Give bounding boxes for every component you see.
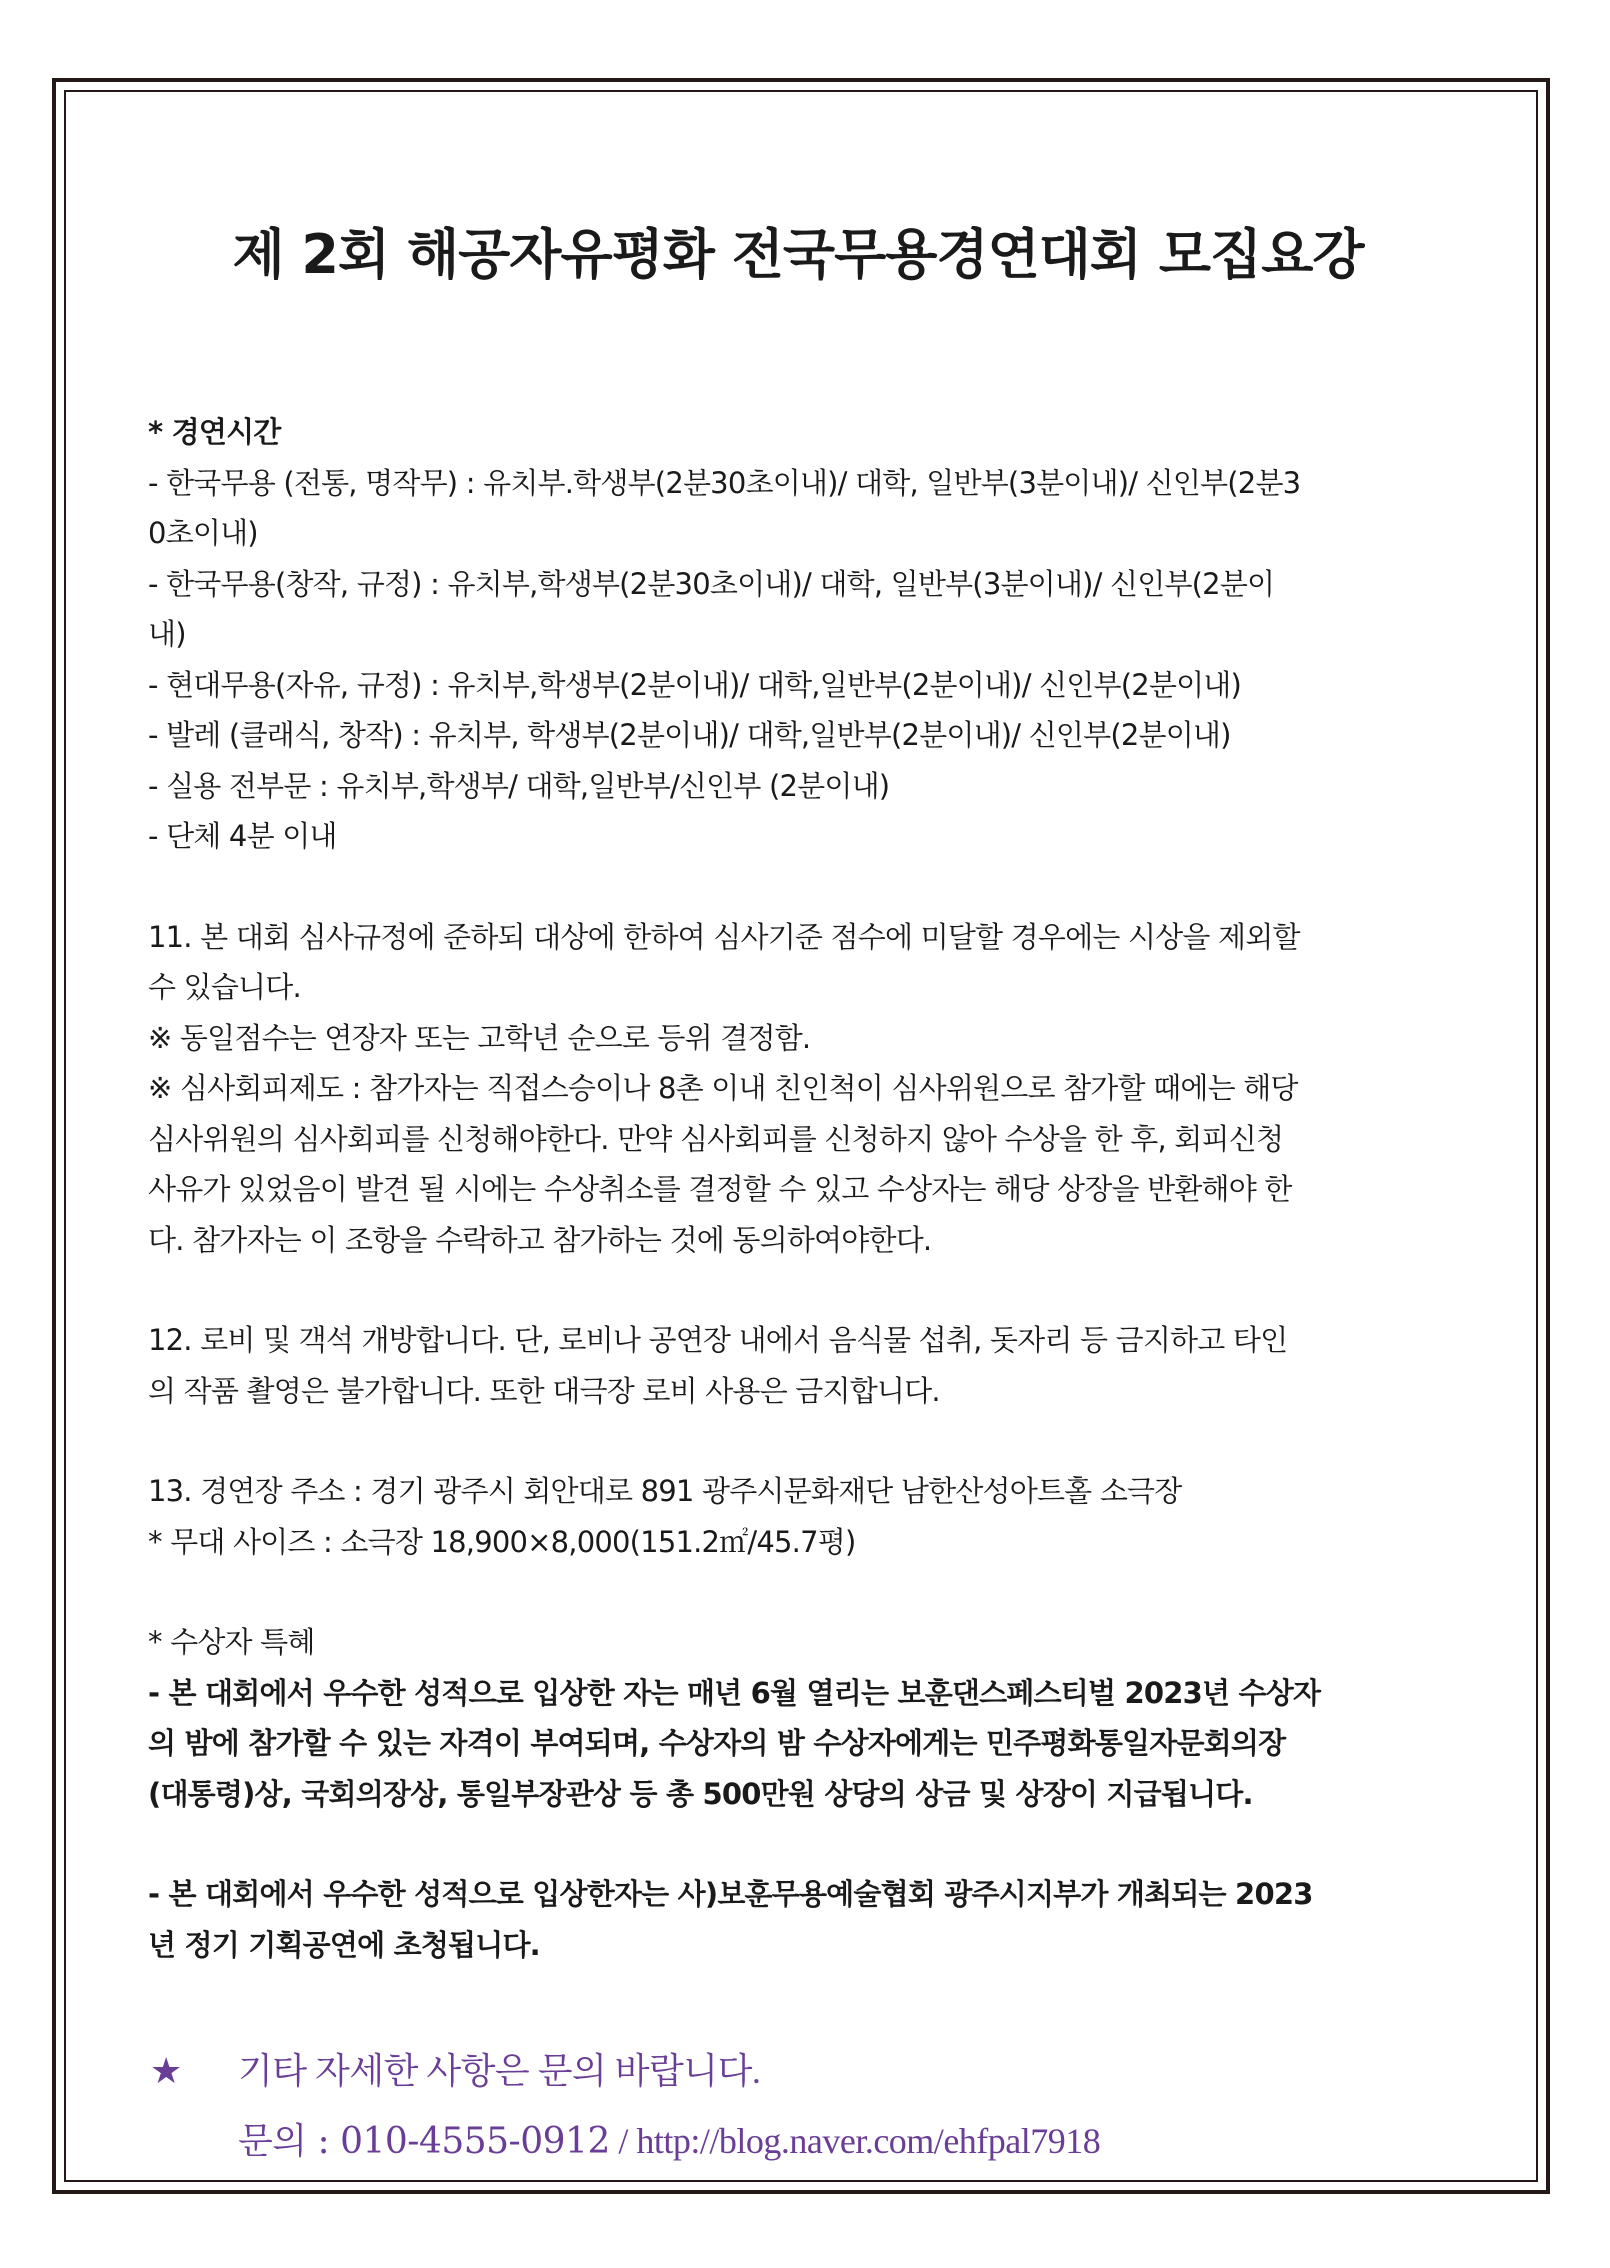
spacer: [148, 1567, 1448, 1617]
text-line: * 무대 사이즈 : 소극장 18,900×8,000(151.2㎡/45.7평): [148, 1524, 856, 1559]
text-line: 내): [148, 617, 186, 651]
section-competition-time-heading: [148, 407, 1448, 458]
text-line: - 본 대회에서 우수한 성적으로 입상한자는 사)보훈무용예술협회 광주시지부가 개최되는 2023: [148, 1877, 1313, 1911]
text-line: - 본 대회에서 우수한 성적으로 입상한 자는 매년 6월 열리는 보훈댄스페스티벌 2023년 수상자: [148, 1675, 1321, 1710]
text-line: - 한국무용 (전통, 명작무) : 유치부.학생부(2분30초이내)/ 대학, 일반부(3분이내)/ 신인부(2분3: [148, 465, 1301, 500]
text-line: 수 있습니다.: [148, 970, 301, 1004]
text-line: 심사위원의 심사회피를 신청해야한다. 만약 심사회피를 신청하지 않아 수상을 한 후, 회피신청: [148, 1121, 1284, 1156]
text-line: 년 정기 기획공연에 초청됩니다.: [148, 1927, 540, 1962]
spacer: [148, 862, 1448, 912]
text-line: - 실용 전부문 : 유치부,학생부/ 대학,일반부/신인부 (2분이내): [148, 768, 890, 803]
text-line: 11. 본 대회 심사규정에 준하되 대상에 한하여 심사기준 점수에 미달할 경우에는 시상을 제외할: [148, 919, 1300, 954]
star-icon: ★: [150, 2051, 182, 2091]
text-line: 0초이내): [148, 516, 258, 550]
text-line: 13. 경연장 주소 : 경기 광주시 회안대로 891 광주시문화재단 남한산성아트홀 소극장: [148, 1474, 1182, 1508]
text-line: - 단체 4분 이내: [148, 819, 337, 853]
section-12-lobby: [148, 1315, 1448, 1416]
section-competition-time: [148, 458, 1448, 862]
text-line: 다. 참가자는 이 조항을 수락하고 참가하는 것에 동의하여야한다.: [148, 1222, 932, 1257]
spacer: [148, 1819, 1448, 1869]
document-title: 제 2회 해공자유평화 전국무용경연대회 모집요강: [232, 223, 1364, 286]
blog-link[interactable]: http://blog.naver.com/ehfpal7918: [636, 2121, 1101, 2161]
inquiry-line: [150, 2036, 1100, 2106]
contact-footer: [150, 2036, 1100, 2177]
text-line: 12. 로비 및 객석 개방합니다. 단, 로비나 공연장 내에서 음식물 섭취, 돗자리 등 금지하고 타인: [148, 1323, 1288, 1357]
section-award-benefit-1: [148, 1668, 1448, 1820]
phone-number[interactable]: 문의 : 010-4555-0912: [238, 2121, 610, 2162]
text-line: * 경연시간: [148, 415, 281, 449]
text-line: 사유가 있었음이 발견 될 시에는 수상취소를 결정할 수 있고 수상자는 해당 상장을 반환해야 한: [148, 1172, 1292, 1206]
section-13-venue: [148, 1466, 1448, 1567]
document-body: [148, 212, 1448, 1970]
section-award-benefit-2: [148, 1869, 1448, 1970]
spacer: [148, 1265, 1448, 1315]
text-line: - 한국무용(창작, 규정) : 유치부,학생부(2분30초이내)/ 대학, 일반부(3분이내)/ 신인부(2분이: [148, 566, 1275, 601]
text-line: ※ 심사회피제도 : 참가자는 직접스승이나 8촌 이내 친인척이 심사위원으로 참가할 때에는 해당: [148, 1071, 1298, 1105]
spacer: [148, 1416, 1448, 1466]
text-line: ※ 동일점수는 연장자 또는 고학년 순으로 등위 결정함.: [148, 1020, 811, 1055]
text-line: - 현대무용(자유, 규정) : 유치부,학생부(2분이내)/ 대학,일반부(2분이내)/ 신인부(2분이내): [148, 667, 1242, 702]
separator: /: [609, 2121, 637, 2161]
text-line: (대통령)상, 국회의장상, 통일부장관상 등 총 500만원 상당의 상금 및 상장이 지급됩니다.: [148, 1776, 1253, 1811]
text-line: 의 작품 촬영은 불가합니다. 또한 대극장 로비 사용은 금지합니다.: [148, 1373, 940, 1408]
section-award-benefits-heading: [148, 1617, 1448, 1668]
contact-line: [150, 2106, 1100, 2177]
inquiry-text: 기타 자세한 사항은 문의 바랍니다.: [238, 2051, 761, 2091]
text-line: 의 밤에 참가할 수 있는 자격이 부여되며, 수상자의 밤 수상자에게는 민주평화통일자문회의장: [148, 1726, 1286, 1760]
text-line: - 발레 (클래식, 창작) : 유치부, 학생부(2분이내)/ 대학,일반부(2분이내)/ 신인부(2분이내): [148, 718, 1231, 752]
section-11-judging: [148, 912, 1448, 1266]
text-line: * 수상자 특혜: [148, 1625, 315, 1659]
